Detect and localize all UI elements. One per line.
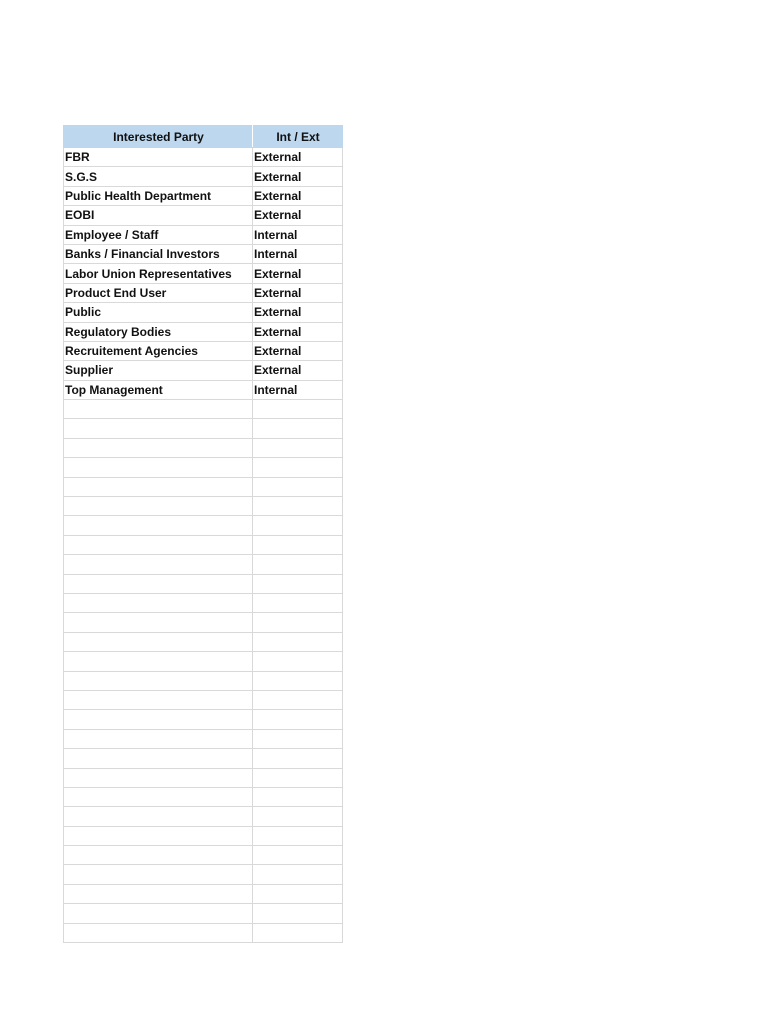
table-row (64, 671, 343, 690)
table-row (64, 555, 343, 574)
cell-int-ext[interactable]: External (253, 264, 343, 283)
cell-int-ext[interactable]: External (253, 186, 343, 205)
table-row (64, 283, 343, 302)
table-row (64, 574, 343, 593)
cell-int-ext[interactable]: External (253, 148, 343, 167)
header-interested-party: Interested Party (64, 126, 253, 148)
cell-int-ext[interactable] (253, 904, 343, 923)
table-row (64, 341, 343, 360)
table-row (64, 652, 343, 671)
cell-int-ext[interactable] (253, 749, 343, 768)
table-row (64, 148, 343, 167)
table-row (64, 186, 343, 205)
cell-interested-party[interactable] (64, 671, 253, 690)
header-int-ext: Int / Ext (253, 126, 343, 148)
cell-interested-party[interactable] (64, 458, 253, 477)
cell-int-ext[interactable] (253, 846, 343, 865)
cell-int-ext[interactable] (253, 729, 343, 748)
cell-interested-party[interactable] (64, 729, 253, 748)
table-row (64, 380, 343, 399)
cell-interested-party[interactable]: FBR (64, 148, 253, 167)
table-row (64, 846, 343, 865)
cell-int-ext[interactable] (253, 671, 343, 690)
cell-interested-party[interactable] (64, 807, 253, 826)
cell-int-ext[interactable] (253, 690, 343, 709)
cell-int-ext[interactable] (253, 710, 343, 729)
table-row (64, 593, 343, 612)
table-row (64, 361, 343, 380)
cell-interested-party[interactable] (64, 710, 253, 729)
cell-int-ext[interactable] (253, 826, 343, 845)
header-row (64, 126, 343, 148)
table-row (64, 438, 343, 457)
cell-interested-party[interactable] (64, 613, 253, 632)
table-row (64, 244, 343, 263)
interested-parties-table (63, 125, 343, 943)
cell-interested-party[interactable] (64, 923, 253, 942)
cell-int-ext[interactable]: Internal (253, 225, 343, 244)
cell-int-ext[interactable] (253, 497, 343, 516)
cell-interested-party[interactable] (64, 826, 253, 845)
cell-interested-party[interactable]: Recruitement Agencies (64, 341, 253, 360)
cell-int-ext[interactable]: Internal (253, 244, 343, 263)
cell-int-ext[interactable] (253, 516, 343, 535)
cell-interested-party[interactable]: Banks / Financial Investors (64, 244, 253, 263)
cell-interested-party[interactable] (64, 574, 253, 593)
cell-int-ext[interactable] (253, 419, 343, 438)
table-row (64, 826, 343, 845)
cell-interested-party[interactable] (64, 438, 253, 457)
cell-int-ext[interactable] (253, 555, 343, 574)
table-row (64, 632, 343, 651)
cell-interested-party[interactable]: Public (64, 303, 253, 322)
cell-interested-party[interactable]: Supplier (64, 361, 253, 380)
cell-int-ext[interactable] (253, 477, 343, 496)
table-row (64, 884, 343, 903)
table-row (64, 264, 343, 283)
table-row (64, 807, 343, 826)
cell-int-ext[interactable]: External (253, 322, 343, 341)
cell-interested-party[interactable]: Top Management (64, 380, 253, 399)
table-row (64, 904, 343, 923)
cell-interested-party[interactable] (64, 516, 253, 535)
cell-interested-party[interactable] (64, 904, 253, 923)
cell-interested-party[interactable] (64, 865, 253, 884)
cell-interested-party[interactable] (64, 632, 253, 651)
table-row (64, 865, 343, 884)
cell-interested-party[interactable] (64, 593, 253, 612)
table-row (64, 516, 343, 535)
table-row (64, 749, 343, 768)
cell-interested-party[interactable]: S.G.S (64, 167, 253, 186)
cell-interested-party[interactable] (64, 477, 253, 496)
cell-int-ext[interactable] (253, 438, 343, 457)
table-row (64, 303, 343, 322)
cell-interested-party[interactable] (64, 884, 253, 903)
cell-interested-party[interactable] (64, 749, 253, 768)
table-row (64, 225, 343, 244)
cell-interested-party[interactable] (64, 768, 253, 787)
cell-int-ext[interactable] (253, 884, 343, 903)
cell-interested-party[interactable]: Employee / Staff (64, 225, 253, 244)
table-row (64, 419, 343, 438)
table-row (64, 477, 343, 496)
cell-int-ext[interactable]: External (253, 283, 343, 302)
table-row (64, 535, 343, 554)
table-row (64, 497, 343, 516)
cell-int-ext[interactable]: External (253, 361, 343, 380)
cell-int-ext[interactable]: External (253, 167, 343, 186)
cell-interested-party[interactable] (64, 787, 253, 806)
cell-interested-party[interactable]: Labor Union Representatives (64, 264, 253, 283)
cell-interested-party[interactable] (64, 846, 253, 865)
cell-int-ext[interactable] (253, 787, 343, 806)
table-row (64, 322, 343, 341)
interested-parties-sheet (63, 125, 342, 943)
cell-int-ext[interactable] (253, 400, 343, 419)
cell-int-ext[interactable] (253, 923, 343, 942)
table-row (64, 690, 343, 709)
cell-interested-party[interactable]: Product End User (64, 283, 253, 302)
cell-interested-party[interactable] (64, 690, 253, 709)
cell-interested-party[interactable]: Public Health Department (64, 186, 253, 205)
cell-int-ext[interactable] (253, 535, 343, 554)
cell-int-ext[interactable] (253, 807, 343, 826)
table-row (64, 768, 343, 787)
cell-int-ext[interactable]: External (253, 206, 343, 225)
cell-interested-party[interactable] (64, 497, 253, 516)
table-row (64, 729, 343, 748)
table-row (64, 923, 343, 942)
cell-interested-party[interactable] (64, 652, 253, 671)
cell-interested-party[interactable] (64, 419, 253, 438)
cell-interested-party[interactable] (64, 535, 253, 554)
table-row (64, 167, 343, 186)
table-row (64, 458, 343, 477)
cell-int-ext[interactable]: Internal (253, 380, 343, 399)
cell-int-ext[interactable] (253, 613, 343, 632)
cell-interested-party[interactable]: Regulatory Bodies (64, 322, 253, 341)
cell-int-ext[interactable] (253, 574, 343, 593)
cell-int-ext[interactable]: External (253, 303, 343, 322)
cell-int-ext[interactable] (253, 652, 343, 671)
table-row (64, 613, 343, 632)
cell-interested-party[interactable]: EOBI (64, 206, 253, 225)
cell-int-ext[interactable] (253, 458, 343, 477)
cell-int-ext[interactable] (253, 768, 343, 787)
cell-int-ext[interactable] (253, 632, 343, 651)
table-row (64, 400, 343, 419)
cell-int-ext[interactable] (253, 593, 343, 612)
cell-interested-party[interactable] (64, 555, 253, 574)
cell-int-ext[interactable] (253, 865, 343, 884)
table-row (64, 206, 343, 225)
cell-int-ext[interactable]: External (253, 341, 343, 360)
table-row (64, 710, 343, 729)
table-row (64, 787, 343, 806)
table-body (64, 148, 343, 943)
cell-interested-party[interactable] (64, 400, 253, 419)
